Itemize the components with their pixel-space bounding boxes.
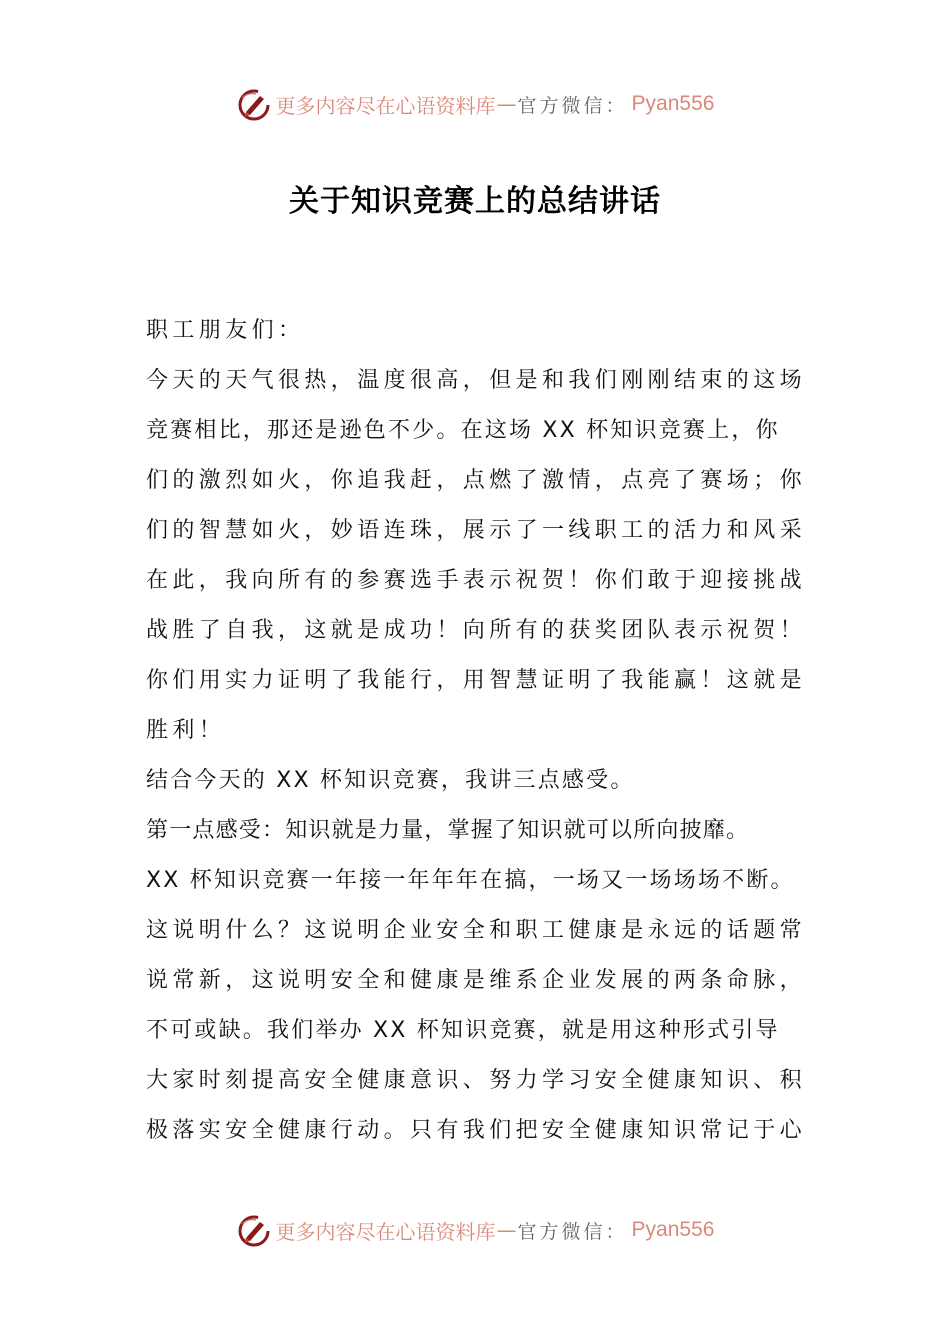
paragraph-line: 结合今天的 XX 杯知识竞赛，我讲三点感受。	[146, 768, 635, 793]
paragraph-line: 们的智慧如火，妙语连珠，展示了一线职工的活力和风采	[146, 518, 807, 543]
wechat-label: 官方微信：	[517, 1220, 628, 1243]
paragraph-line: 不可或缺。我们举办 XX 杯知识竞赛，就是用这种形式引导	[146, 1018, 780, 1043]
separator-dash: —	[496, 1218, 517, 1242]
promo-text: 更多内容尽在心语资料库	[275, 1219, 496, 1244]
pen-logo-icon	[236, 1212, 272, 1248]
paragraph-line: 们的激烈如火，你追我赶，点燃了激情，点亮了赛场；你	[146, 468, 807, 493]
paragraph-line: 战胜了自我，这就是成功！向所有的获奖团队表示祝贺！	[146, 618, 807, 643]
paragraph-line: 今天的天气很热，温度很高，但是和我们刚刚结束的这场	[146, 368, 807, 393]
salutation: 职工朋友们：	[146, 318, 305, 343]
header-banner	[0, 82, 950, 126]
paragraph-line: XX 杯知识竞赛一年接一年年年在搞，一场又一场场场不断。	[146, 868, 795, 893]
pen-logo-icon	[236, 86, 272, 122]
footer-banner	[0, 1208, 950, 1252]
paragraph-line: 第一点感受：知识就是力量，掌握了知识就可以所向披靡。	[146, 818, 750, 843]
separator-dash: —	[496, 92, 517, 116]
document-title: 关于知识竞赛上的总结讲话	[289, 184, 661, 219]
paragraph-line: 竞赛相比，那还是逊色不少。在这场 XX 杯知识竞赛上，你	[146, 418, 780, 443]
paragraph-line: 说常新，这说明安全和健康是维系企业发展的两条命脉，	[146, 968, 807, 993]
wechat-id: Pyan556	[631, 92, 715, 115]
paragraph-line: 这说明什么？这说明企业安全和职工健康是永远的话题常	[146, 918, 807, 943]
document-body	[146, 306, 816, 1156]
wechat-id: Pyan556	[631, 1218, 715, 1241]
paragraph-line: 极落实安全健康行动。只有我们把安全健康知识常记于心	[146, 1118, 807, 1143]
paragraph-line: 胜利！	[146, 718, 226, 743]
paragraph-line: 你们用实力证明了我能行，用智慧证明了我能赢！这就是	[146, 668, 807, 693]
wechat-label: 官方微信：	[517, 94, 628, 117]
paragraph-line: 大家时刻提高安全健康意识、努力学习安全健康知识、积	[146, 1068, 807, 1093]
paragraph-line: 在此，我向所有的参赛选手表示祝贺！你们敢于迎接挑战	[146, 568, 807, 593]
promo-text: 更多内容尽在心语资料库	[275, 93, 496, 118]
